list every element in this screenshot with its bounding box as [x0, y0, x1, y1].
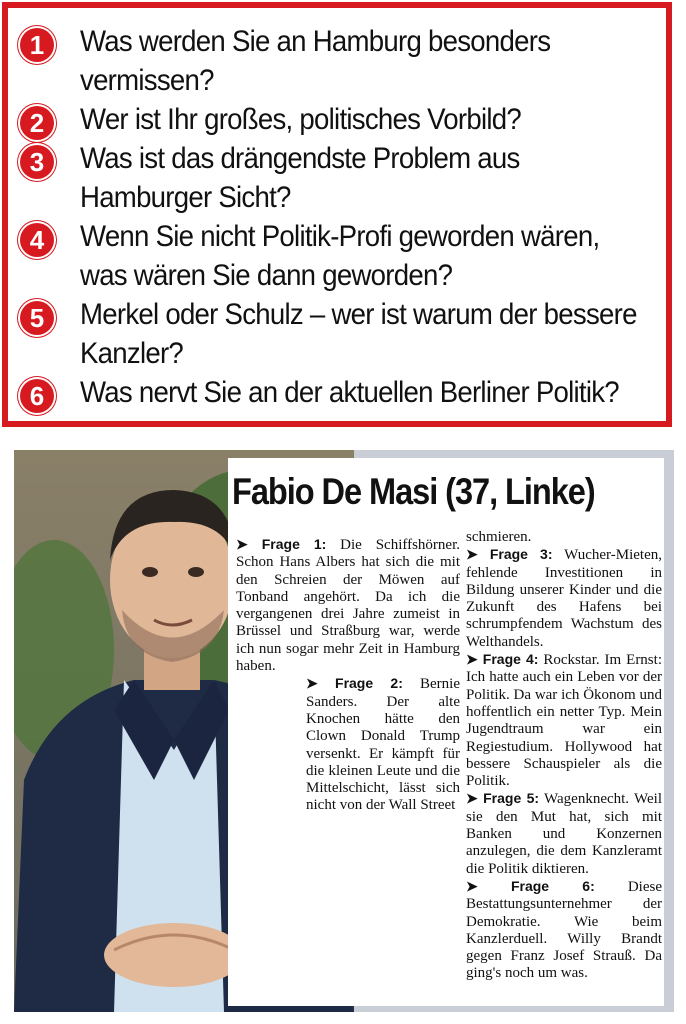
- article-column-2: [466, 529, 662, 983]
- question-number-badge: 3: [20, 145, 54, 179]
- question-number-badge: 2: [20, 106, 54, 140]
- question-text: Was ist das drängendste Problem aus Hamburger Sicht?: [80, 142, 520, 214]
- question-3: [20, 139, 686, 217]
- answer-label: ➤ Frage 1:: [236, 536, 327, 552]
- question-text: Wenn Sie nicht Politik-Profi geworden wären, was wären Sie dann geworden?: [80, 220, 600, 292]
- profile-section: [14, 450, 674, 1012]
- answer-text: Die Schiffshörner. Schon Hans Albers hat sich die mit den Schreien der Möwen auf Tonband angehört. Da ich die vergangenen drei Jahre zumeist in Brüssel und Straßburg war, werde ich nun sogar mehr Zeit in Hamburg haben.: [236, 537, 460, 675]
- answer-text: Rockstar. Im Ernst: Ich hatte auch ein Leben vor der Politik. Da war ich Ökonom und hoffentlich ein netter Typ. Mein Jugendtraum war ein Regiestudium. Hollywood hat bessere Schauspieler als die Politik.: [466, 652, 662, 790]
- question-4: [20, 217, 686, 295]
- answer-paragraph: [306, 675, 460, 814]
- question-text: Was werden Sie an Hamburg besonders vermissen?: [80, 25, 551, 97]
- questions-box: [2, 2, 672, 427]
- answer-paragraph: [466, 878, 662, 983]
- question-text: Was nervt Sie an der aktuellen Berliner Politik?: [80, 376, 619, 409]
- article-column-1: [236, 536, 460, 815]
- question-number-badge: 6: [20, 379, 54, 413]
- question-1: [20, 22, 686, 100]
- answer-text: Bernie Sanders. Der alte Knochen hätte den Clown Donald Trump versenkt. Er kämpft für die kleinen Leute und die Mittelschicht, lässt sich nicht von der Wall Street: [306, 676, 460, 814]
- question-5: [20, 295, 686, 373]
- question-number-badge: 1: [20, 28, 54, 62]
- answer-paragraph: [466, 546, 662, 651]
- headline: Fabio De Masi (37, Linke): [232, 471, 595, 512]
- answer-label: ➤ Frage 2:: [306, 675, 403, 692]
- answer-paragraph: [236, 536, 460, 675]
- article-body: [228, 458, 664, 1006]
- answer-label: ➤ Frage 6:: [466, 877, 595, 894]
- question-number-badge: 4: [20, 223, 54, 257]
- answer-text: Wucher-Mieten, fehlende Investitionen in Bildung unserer Kinder und die Zukunft des Hafens bei schrumpfendem Wachstum des Welthandels.: [466, 547, 662, 650]
- question-text: Merkel oder Schulz – wer ist warum der bessere Kanzler?: [80, 298, 637, 370]
- answer-label: ➤ Frage 4:: [466, 651, 539, 668]
- question-6: [20, 373, 686, 413]
- answer-label: ➤ Frage 5:: [466, 790, 540, 807]
- answer-text: Diese Bestattungsunternehmer der Demokratie. Wie beim Kanzlerduell. Willy Brandt gegen Franz Josef Strauß. Da ging's noch um was.: [466, 878, 662, 982]
- answer-text: schmieren.: [466, 529, 532, 545]
- answer-text: Wagenknecht. Weil sie den Mut hat, sich mit Banken und Konzernen anzulegen, die dem Kanzleramt die Politik diktieren.: [466, 791, 662, 877]
- answer-label: ➤ Frage 3:: [466, 546, 553, 563]
- question-2: [20, 100, 686, 140]
- answer-paragraph: [466, 529, 662, 546]
- answer-paragraph: [466, 790, 662, 877]
- question-number-badge: 5: [20, 301, 54, 335]
- question-text: Wer ist Ihr großes, politisches Vorbild?: [80, 103, 521, 136]
- answer-paragraph: [466, 651, 662, 790]
